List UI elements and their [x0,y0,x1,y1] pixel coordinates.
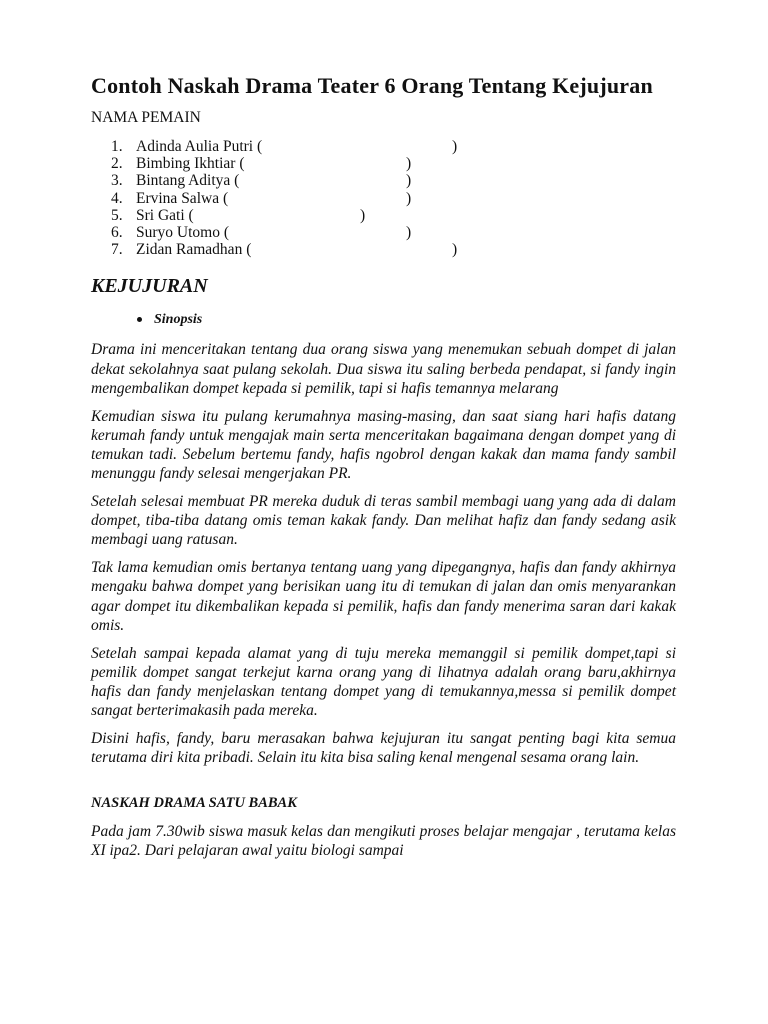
script-paragraph: Pada jam 7.30wib siswa masuk kelas dan mengikuti proses belajar mengajar , terutama kelas XI ipa2. Dari pelajaran awal yaitu biologi sampai [91,823,676,860]
cast-item-name: Bintang Aditya ( [136,172,240,190]
bullet-icon [137,317,142,322]
cast-item-close: ) [406,172,412,190]
cast-item-number: 7. [111,241,123,259]
cast-item-name: Zidan Ramadhan ( [136,241,252,259]
cast-item-number: 1. [111,138,123,155]
document-page [91,74,676,860]
cast-item-number: 3. [111,172,123,190]
cast-list [91,138,676,258]
cast-item-close: ) [406,224,412,242]
synopsis-paragraph: Kemudian siswa itu pulang kerumahnya masing-masing, dan saat siang hari hafis datang kerumah fandy untuk mengajak main serta menceritakan bagaimana dengan dompet yang di temukan tadi. Sebelum bertemu fandy, hafis ngobrol dengan kakak dan mama fandy sambil menunggu fandy selesai mengerjakan PR. [91,407,676,482]
cast-item [91,138,676,155]
cast-heading: NAMA PEMAIN [91,109,201,126]
cast-item-number: 5. [111,206,123,224]
cast-item-name: Ervina Salwa ( [136,189,229,207]
section-title: KEJUJURAN [91,275,208,298]
cast-item [91,224,676,241]
cast-item [91,172,676,189]
cast-item-number: 6. [111,224,123,242]
synopsis-paragraph: Tak lama kemudian omis bertanya tentang uang yang dipegangnya, hafis dan fandy akhirnya mengaku bahwa dompet yang berisikan uang itu di temukan di jalan dan omis menyarankan agar dompet itu dikembalikan kepada si pemilik, hafis dan fandy menerima saran dari kakak omis. [91,559,676,634]
cast-item-number: 2. [111,155,123,173]
cast-item [91,207,676,224]
synopsis-paragraph: Disini hafis, fandy, baru merasakan bahwa kejujuran itu sangat penting bagi kita semua terutama diri kita pribadi. Selain itu kita bisa saling kenal mengenal sesama orang lain. [91,730,676,767]
cast-item-number: 4. [111,189,123,207]
document-title: Contoh Naskah Drama Teater 6 Orang Tentang Kejujuran [91,73,653,98]
cast-item-close: ) [406,189,412,207]
cast-item-name: Adinda Aulia Putri ( [136,138,263,155]
script-subheading: NASKAH DRAMA SATU BABAK [91,795,297,812]
cast-item-close: ) [360,206,366,224]
cast-item [91,241,676,258]
cast-item [91,190,676,207]
cast-item-close: ) [452,241,458,259]
cast-item-close: ) [452,138,458,155]
synopsis-paragraph: Drama ini menceritakan tentang dua orang siswa yang menemukan sebuah dompet di jalan dekat sekolahnya saat pulang sekolah. Dua siswa itu saling berbeda pendapat, si fandy ingin mengembalikan dompet kepada si pemilik, tapi si hafis temannya melarang [91,341,676,397]
synopsis-bullet [91,311,676,329]
synopsis-paragraph: Setelah sampai kepada alamat yang di tuju mereka memanggil si pemilik dompet,tapi si pemilik dompet sangat terkejut karna orang yang di lihatnya adalah orang baru,akhirnya hafis dan fandy menjelaskan tentang dompet yang di temukannya,messa si pemilik dompet sangat berterimakasih pada mereka. [91,644,676,720]
cast-item [91,155,676,172]
synopsis-label: Sinopsis [154,312,203,328]
cast-item-close: ) [406,155,412,173]
synopsis-paragraph: Setelah selesai membuat PR mereka duduk di teras sambil membagi uang yang ada di dalam dompet, tiba-tiba datang omis teman kakak fandy. Dan melihat hafiz dan fandy sedang asik membagi uang ratusan. [91,493,676,549]
cast-item-name: Suryo Utomo ( [136,224,229,242]
cast-item-name: Bimbing Ikhtiar ( [136,155,245,173]
cast-item-name: Sri Gati ( [136,206,194,224]
